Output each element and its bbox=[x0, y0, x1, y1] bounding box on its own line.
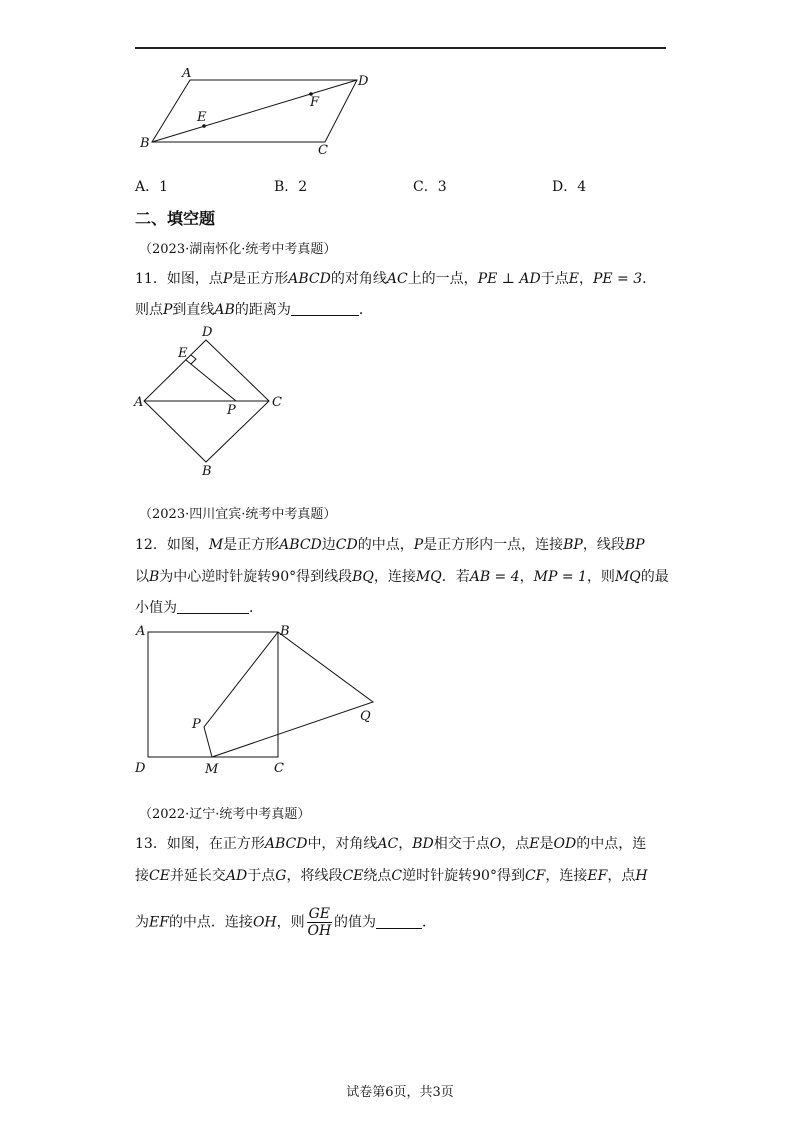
q13-fraction-numerator: GE bbox=[308, 906, 331, 922]
q11-text: 于点 bbox=[540, 271, 569, 287]
q12-label-m: M bbox=[205, 762, 219, 777]
q11-text: ， bbox=[578, 271, 593, 287]
q13-math-ad: AD bbox=[225, 868, 248, 884]
q13-math-ce2: CE bbox=[342, 868, 364, 884]
q11-line2 bbox=[135, 299, 373, 319]
q13-text: 于点 bbox=[247, 868, 276, 884]
q11-segment-pe bbox=[186, 360, 236, 401]
q11-text: 到直线 bbox=[172, 302, 215, 318]
q11-math-pe: PE = 3 bbox=[592, 271, 643, 287]
q11-figure bbox=[132, 322, 292, 478]
q12-segments-bq-qm bbox=[212, 632, 373, 757]
q11-math-p: P bbox=[222, 271, 233, 287]
q13-math-h: H bbox=[635, 868, 648, 884]
q12-math-bp2: BP bbox=[624, 537, 645, 553]
section-title: 二、填空题 bbox=[135, 209, 216, 228]
q11-text: 的对角线 bbox=[330, 271, 387, 287]
q13-math-cf: CF bbox=[524, 868, 546, 884]
q13-text: 逆时针旋转90°得到 bbox=[402, 868, 525, 884]
q12-label-b: B bbox=[280, 624, 290, 639]
label-e: E bbox=[197, 110, 207, 125]
q11-text: 的距离为 bbox=[234, 302, 291, 318]
q12-text: 边 bbox=[321, 537, 336, 553]
q12-text: 12．如图， bbox=[135, 537, 209, 553]
header-rule bbox=[135, 47, 666, 49]
q12-math-bp: BP bbox=[563, 537, 583, 553]
q12-text: 以 bbox=[135, 569, 149, 585]
q12-math-ab-eq: AB = 4 bbox=[469, 569, 520, 585]
q11-label-c: C bbox=[272, 395, 282, 410]
q12-label-c: C bbox=[274, 761, 284, 776]
q12-math-mp-eq: MP = 1 bbox=[533, 569, 587, 585]
q12-line3 bbox=[135, 597, 263, 617]
q11-label-p: P bbox=[227, 403, 236, 418]
q12-answer-blank[interactable] bbox=[177, 599, 249, 614]
q13-text: ． bbox=[422, 914, 437, 931]
q13-math-bd: BD bbox=[412, 836, 434, 852]
q13-text: 并延长交 bbox=[169, 868, 226, 884]
q12-line1 bbox=[135, 534, 645, 554]
q13-math-e: E bbox=[529, 836, 540, 852]
q13-text: 绕点 bbox=[363, 868, 392, 884]
q13-math-ac: AC bbox=[377, 836, 399, 852]
q12-label-a: A bbox=[136, 624, 146, 639]
option-c-value: 3 bbox=[437, 179, 447, 195]
q12-text: ．若 bbox=[441, 569, 470, 585]
q12-text: 小值为 bbox=[135, 600, 177, 616]
q12-text: 得到线段 bbox=[296, 569, 353, 585]
q13-text: ，连接 bbox=[545, 868, 588, 884]
q13-fraction bbox=[307, 906, 332, 939]
option-b bbox=[274, 176, 307, 196]
q12-text: 是正方形内一点，连接 bbox=[423, 537, 564, 553]
q13-source: （2022·辽宁·统考中考真题） bbox=[139, 807, 311, 822]
q13-answer-blank[interactable] bbox=[376, 914, 422, 929]
q12-label-q: Q bbox=[360, 709, 371, 724]
q12-math-cd: CD bbox=[335, 537, 358, 553]
q13-math-od: OD bbox=[553, 836, 577, 852]
q13-text: ，点 bbox=[501, 836, 530, 852]
option-a bbox=[135, 176, 168, 196]
q11-math-perp: PE ⊥ AD bbox=[477, 271, 541, 287]
page-footer: 试卷第6页，共3页 bbox=[346, 1085, 454, 1100]
option-b-key: B． bbox=[274, 179, 299, 195]
q13-text: ， bbox=[398, 836, 413, 852]
option-a-value: 1 bbox=[159, 179, 169, 195]
q11-answer-blank[interactable] bbox=[291, 301, 359, 316]
q12-square bbox=[148, 632, 278, 757]
label-f: F bbox=[310, 95, 320, 110]
q13-text: 是 bbox=[539, 836, 554, 852]
q11-text: 上的一点， bbox=[407, 271, 478, 287]
q12-math-m: M bbox=[208, 537, 224, 553]
q13-text: 的中点．连接 bbox=[168, 914, 253, 931]
q12-text: ， bbox=[519, 569, 534, 585]
q12-source: （2023·四川宜宾·统考中考真题） bbox=[139, 507, 337, 522]
q11-text: ． bbox=[642, 271, 657, 287]
option-d bbox=[552, 176, 586, 196]
q13-text: 的值为 bbox=[334, 914, 377, 931]
q12-text: ，则 bbox=[586, 569, 615, 585]
q12-label-p: P bbox=[192, 717, 201, 732]
q12-label-d: D bbox=[135, 761, 146, 776]
q13-math-o: O bbox=[489, 836, 502, 852]
diagonal-bd bbox=[152, 80, 357, 142]
q12-text: 的中点， bbox=[357, 537, 414, 553]
option-d-value: 4 bbox=[577, 179, 587, 195]
option-b-value: 2 bbox=[298, 179, 308, 195]
q12-text: ，线段 bbox=[582, 537, 625, 553]
q12-math-abcd: ABCD bbox=[279, 537, 322, 553]
q12-text: ． bbox=[249, 600, 263, 616]
q12-text: ，连接 bbox=[373, 569, 416, 585]
label-d: D bbox=[358, 74, 369, 89]
q13-text: 为 bbox=[135, 914, 149, 931]
q13-text: 相交于点 bbox=[433, 836, 490, 852]
q11-label-a: A bbox=[134, 395, 144, 410]
q11-math-abcd: ABCD bbox=[288, 271, 331, 287]
q11-label-d: D bbox=[202, 325, 213, 340]
q11-text: 是正方形 bbox=[232, 271, 289, 287]
q12-math-mq2: MQ bbox=[614, 569, 641, 585]
parallelogram-figure bbox=[135, 68, 375, 158]
q11-math-ab: AB bbox=[214, 302, 235, 318]
q13-text: ，将线段 bbox=[286, 868, 343, 884]
q13-line3 bbox=[135, 906, 436, 939]
q13-math-g: G bbox=[275, 868, 287, 884]
q13-text: 13．如图，在正方形 bbox=[135, 836, 265, 852]
q12-math-b: B bbox=[149, 569, 160, 585]
option-a-key: A． bbox=[135, 179, 160, 195]
q12-text: 为中心逆时针旋转 bbox=[159, 569, 272, 585]
q13-fraction-denominator: OH bbox=[307, 923, 332, 939]
q13-text: 接 bbox=[135, 868, 149, 884]
option-c bbox=[413, 176, 447, 196]
q13-text: 的中点，连 bbox=[576, 836, 647, 852]
q11-label-b: B bbox=[202, 464, 212, 478]
q11-source: （2023·湖南怀化·统考中考真题） bbox=[139, 242, 337, 257]
q13-line1 bbox=[135, 833, 646, 853]
q13-text: 中，对角线 bbox=[307, 836, 378, 852]
label-a: A bbox=[182, 68, 192, 81]
q12-text: 是正方形 bbox=[223, 537, 280, 553]
q11-line1 bbox=[135, 268, 656, 288]
option-d-key: D． bbox=[552, 179, 578, 195]
q11-math-p2: P bbox=[163, 302, 173, 318]
q11-text: 11．如图，点 bbox=[135, 271, 223, 287]
q13-math-ce: CE bbox=[149, 868, 170, 884]
label-b: B bbox=[140, 136, 150, 151]
q11-math-e: E bbox=[568, 271, 579, 287]
q11-label-e: E bbox=[178, 346, 188, 361]
option-c-key: C． bbox=[413, 179, 438, 195]
q12-math-mq: MQ bbox=[415, 569, 442, 585]
q13-text: ，点 bbox=[607, 868, 636, 884]
q12-figure bbox=[132, 620, 382, 780]
q13-math-c: C bbox=[391, 868, 403, 884]
q12-text: 的最 bbox=[640, 569, 669, 585]
q11-text: 则点 bbox=[135, 302, 163, 318]
q13-math-ef2: EF bbox=[149, 914, 169, 931]
q12-math-p: P bbox=[413, 537, 424, 553]
q11-math-ac: AC bbox=[386, 271, 408, 287]
q13-math-oh: OH bbox=[252, 914, 277, 931]
q13-line2 bbox=[135, 865, 648, 885]
q13-text: ，则 bbox=[276, 914, 305, 931]
q11-text: ． bbox=[358, 302, 373, 318]
q13-math-ef: EF bbox=[587, 868, 608, 884]
q12-math-deg: 90° bbox=[271, 569, 297, 585]
label-c: C bbox=[318, 143, 328, 158]
q11-right-angle-mark bbox=[191, 355, 196, 364]
q12-line2 bbox=[135, 566, 669, 586]
q12-math-bq: BQ bbox=[352, 569, 374, 585]
q13-math-abcd: ABCD bbox=[264, 836, 308, 852]
